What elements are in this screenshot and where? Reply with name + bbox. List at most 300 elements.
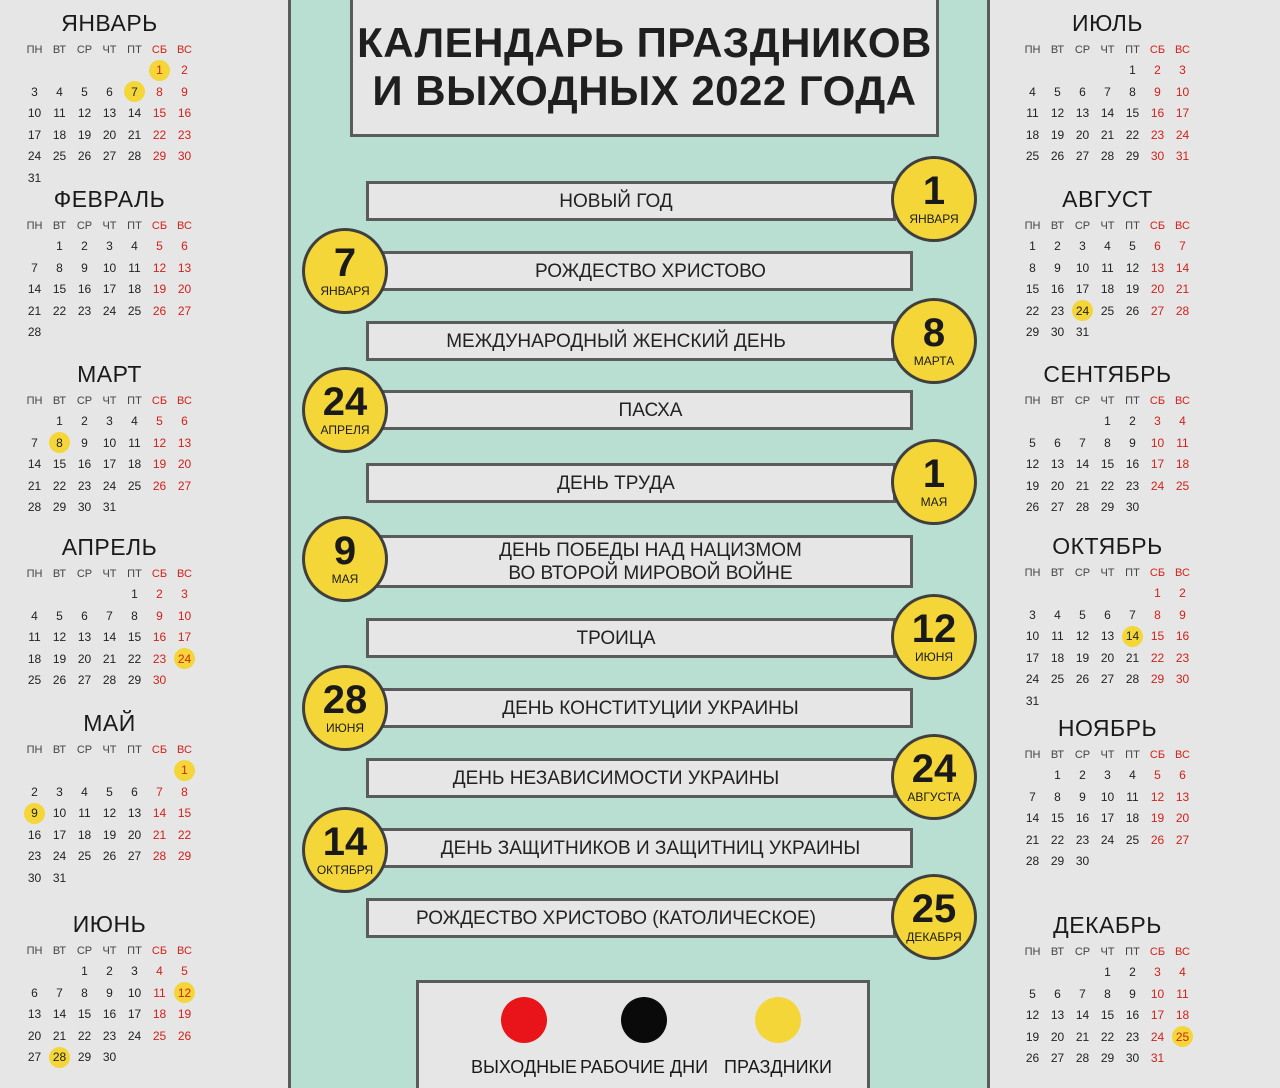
calendar-day: 30 (102, 1050, 117, 1065)
weekday-header: СР (76, 568, 93, 580)
weekday-header: СБ (1149, 220, 1166, 232)
calendar-day: 20 (1100, 650, 1115, 665)
holiday-month: ЯНВАРЯ (909, 212, 959, 226)
weekday-header: ВТ (52, 44, 67, 56)
calendar-day: 7 (1029, 789, 1036, 804)
holiday-month: ИЮНЯ (914, 650, 954, 664)
holiday-bar (366, 898, 896, 938)
weekday-header: ВТ (1050, 44, 1065, 56)
calendar-day: 20 (102, 127, 117, 142)
calendar-day: 6 (106, 84, 113, 99)
weekday-header: ПН (26, 945, 43, 957)
holiday-bar (358, 390, 913, 430)
calendar-day: 21 (102, 651, 117, 666)
calendar-day: 23 (1050, 303, 1065, 318)
calendar-day: 5 (181, 964, 188, 978)
weekday-header: СБ (151, 945, 168, 957)
holiday-day: 28 (322, 678, 368, 722)
calendar-day: 15 (1100, 1008, 1115, 1023)
calendar-day: 8 (1104, 986, 1111, 1001)
legend-red-dot (501, 997, 547, 1043)
calendar-day: 26 (152, 303, 167, 318)
calendar-day: 29 (177, 849, 192, 864)
calendar-day: 7 (31, 260, 38, 275)
calendar-day: 3 (1079, 239, 1086, 253)
calendar-day: 11 (1126, 789, 1139, 804)
calendar-day: 5 (1154, 768, 1161, 782)
calendar-day: 16 (1075, 811, 1090, 826)
calendar-day: 10 (1100, 789, 1115, 804)
weekday-header: ВТ (1050, 395, 1065, 407)
calendar-day: 17 (177, 630, 192, 645)
calendar-day: 14 (152, 806, 167, 821)
weekday-header: ПН (1024, 567, 1041, 579)
calendar-day: 9 (1079, 789, 1086, 804)
calendar-day: 20 (27, 1028, 42, 1043)
calendar-day: 20 (1175, 811, 1190, 826)
holiday-day: 7 (333, 241, 357, 285)
calendar-day: 19 (102, 827, 117, 842)
weekday-header: ПТ (1125, 567, 1140, 579)
calendar-day: 8 (47, 436, 72, 450)
calendar-day: 9 (1179, 607, 1186, 622)
calendar-day: 27 (102, 149, 117, 164)
holiday-bar (358, 251, 913, 291)
calendar-day: 30 (77, 500, 92, 515)
calendar-day: 2 (1154, 63, 1161, 77)
weekday-header: ВТ (52, 395, 67, 407)
calendar-day: 1 (131, 587, 138, 601)
month-calendar (1020, 186, 1195, 340)
holiday-bar (366, 181, 896, 221)
calendar-day: 30 (1075, 854, 1090, 869)
calendar-day: 30 (27, 871, 42, 885)
weekday-header: СБ (1149, 395, 1166, 407)
weekday-header: ВС (177, 744, 192, 756)
calendar-day: 12 (1050, 106, 1065, 121)
calendar-day: 3 (106, 414, 113, 428)
legend-yellow-dot (755, 997, 801, 1043)
calendar-day: 27 (27, 1050, 42, 1065)
calendar-day: 22 (1125, 127, 1140, 142)
calendar-day: 23 (177, 127, 192, 142)
calendar-day: 14 (27, 282, 42, 297)
month-name: ОКТЯБРЬ (1052, 533, 1163, 559)
weekday-header: ПТ (1125, 44, 1140, 56)
month-calendar (1020, 912, 1195, 1066)
calendar-day: 12 (102, 806, 117, 821)
weekday-header: ВТ (1050, 946, 1065, 958)
calendar-day: 8 (1029, 260, 1036, 275)
calendar-day: 28 (127, 149, 142, 164)
calendar-day: 9 (1054, 260, 1061, 275)
calendar-day: 18 (1050, 650, 1065, 665)
holiday-name: ДЕНЬ НЕЗАВИСИМОСТИ УКРАИНЫ (452, 767, 780, 789)
calendar-day: 14 (1075, 457, 1090, 472)
calendar-day: 5 (156, 239, 163, 253)
legend (416, 980, 870, 1088)
calendar-day: 28 (1125, 672, 1140, 687)
weekday-header: СБ (1149, 946, 1166, 958)
calendar-day: 28 (47, 1050, 72, 1064)
calendar-day: 28 (1025, 854, 1040, 869)
calendar-day: 21 (1025, 832, 1040, 847)
calendar-day: 18 (52, 127, 67, 142)
calendar-day: 13 (177, 435, 192, 450)
calendar-day: 22 (52, 478, 67, 493)
calendar-day: 9 (81, 260, 88, 275)
calendar-day: 2 (181, 63, 188, 77)
calendar-day: 7 (122, 85, 147, 99)
calendar-day: 9 (81, 435, 88, 450)
calendar-day: 20 (1050, 478, 1065, 493)
calendar-day: 13 (1100, 629, 1115, 644)
calendar-day: 9 (1129, 986, 1136, 1001)
month-calendar (22, 710, 197, 885)
calendar-day: 12 (1150, 789, 1165, 804)
month-calendar (22, 10, 197, 185)
calendar-day: 17 (127, 1007, 142, 1022)
calendar-day: 30 (1125, 500, 1140, 515)
month-calendar (22, 186, 197, 340)
calendar-day: 30 (1150, 149, 1165, 164)
calendar-day: 1 (1129, 63, 1136, 77)
calendar-day: 18 (77, 827, 92, 842)
calendar-day: 28 (1075, 1051, 1090, 1066)
title-line-2: И ВЫХОДНЫХ 2022 ГОДА (372, 67, 917, 114)
calendar-day: 11 (1026, 106, 1039, 121)
calendar-day: 8 (156, 84, 163, 99)
weekday-header: ПТ (1125, 749, 1140, 761)
calendar-day: 29 (1100, 1051, 1115, 1066)
calendar-day: 3 (56, 784, 63, 799)
calendar-day: 10 (102, 435, 117, 450)
weekday-header: СБ (151, 395, 168, 407)
calendar-day: 16 (77, 282, 92, 297)
weekday-header: ВТ (52, 744, 67, 756)
calendar-day: 25 (27, 673, 42, 688)
weekday-header: ВС (1175, 946, 1190, 958)
calendar-day: 11 (1176, 986, 1189, 1001)
calendar-day: 26 (1125, 303, 1140, 318)
calendar-day: 9 (1129, 435, 1136, 450)
calendar-day: 26 (1075, 672, 1090, 687)
calendar-day: 23 (27, 849, 42, 864)
calendar-day: 22 (127, 651, 142, 666)
weekday-header: ПН (1024, 749, 1041, 761)
weekday-header: ЧТ (1100, 44, 1115, 56)
calendar-day: 14 (1075, 1008, 1090, 1023)
calendar-day: 20 (177, 282, 192, 297)
calendar-day: 4 (131, 239, 138, 253)
holiday-date-badge (891, 734, 977, 820)
calendar-day: 26 (1050, 149, 1065, 164)
calendar-day: 25 (1170, 1030, 1195, 1044)
month-calendar (22, 911, 197, 1065)
weekday-header: СБ (151, 220, 168, 232)
calendar-day: 25 (127, 478, 142, 493)
calendar-day: 17 (1150, 1008, 1165, 1023)
weekday-header: СР (1074, 946, 1091, 958)
legend-label: РАБОЧИЕ ДНИ (579, 1057, 709, 1077)
weekday-header: ЧТ (1100, 749, 1115, 761)
month-name: АПРЕЛЬ (61, 534, 158, 560)
calendar-day: 3 (1179, 63, 1186, 77)
calendar-day: 1 (1029, 239, 1036, 253)
holiday-day: 1 (922, 452, 946, 496)
weekday-header: ВТ (1050, 749, 1065, 761)
calendar-day: 27 (1050, 1051, 1065, 1066)
calendar-day: 11 (1101, 260, 1114, 275)
calendar-day: 17 (102, 457, 117, 472)
calendar-day: 22 (1100, 478, 1115, 493)
calendar-day: 10 (1025, 629, 1040, 644)
weekday-header: ЧТ (1100, 220, 1115, 232)
calendar-day: 6 (131, 784, 138, 799)
weekday-header: ПН (26, 744, 43, 756)
calendar-day: 24 (1150, 1029, 1165, 1044)
calendar-day: 25 (1125, 832, 1140, 847)
calendar-day: 15 (1100, 457, 1115, 472)
calendar-day: 27 (1175, 832, 1190, 847)
holiday-date-badge (891, 298, 977, 384)
calendar-day: 13 (1050, 1008, 1065, 1023)
weekday-header: ВС (177, 44, 192, 56)
legend-black-dot (621, 997, 667, 1043)
calendar-day: 16 (152, 630, 167, 645)
calendar-day: 5 (1079, 607, 1086, 622)
weekday-header: ВТ (1050, 567, 1065, 579)
calendar-day: 23 (1125, 1029, 1140, 1044)
calendar-day: 29 (1125, 149, 1140, 164)
weekday-header: СБ (151, 568, 168, 580)
calendar-day: 18 (1025, 127, 1040, 142)
calendar-day: 14 (1025, 811, 1040, 826)
calendar-day: 27 (1050, 500, 1065, 515)
weekday-header: СБ (1149, 567, 1166, 579)
calendar-day: 29 (1050, 854, 1065, 869)
calendar-day: 10 (52, 806, 67, 821)
calendar-day: 21 (1125, 650, 1140, 665)
calendar-day: 19 (1125, 282, 1140, 297)
calendar-day: 19 (52, 651, 67, 666)
calendar-day: 17 (1075, 282, 1090, 297)
weekday-header: СБ (1149, 749, 1166, 761)
calendar-day: 13 (1075, 106, 1090, 121)
calendar-day: 25 (1100, 303, 1115, 318)
weekday-header: СР (76, 945, 93, 957)
calendar-day: 10 (1075, 260, 1090, 275)
calendar-day: 4 (1104, 239, 1111, 253)
legend-item-workdays (569, 997, 719, 1078)
holiday-bar (366, 321, 896, 361)
weekday-header: ПТ (127, 44, 142, 56)
calendar-day: 19 (1050, 127, 1065, 142)
calendar-day: 12 (152, 435, 167, 450)
calendar-day: 30 (1125, 1051, 1140, 1066)
calendar-day: 5 (56, 608, 63, 623)
calendar-day: 24 (127, 1028, 142, 1043)
calendar-day: 16 (1050, 282, 1065, 297)
calendar-day: 19 (1025, 478, 1040, 493)
calendar-day: 15 (177, 806, 192, 821)
calendar-day: 19 (152, 457, 167, 472)
calendar-day: 7 (1104, 84, 1111, 99)
calendar-day: 6 (1054, 986, 1061, 1001)
weekday-header: ВС (177, 568, 192, 580)
weekday-header: ПТ (127, 220, 142, 232)
weekday-header: ЧТ (102, 395, 117, 407)
calendar-day: 1 (81, 964, 88, 978)
calendar-day: 31 (1025, 694, 1040, 708)
calendar-day: 18 (1100, 282, 1115, 297)
calendar-day: 15 (52, 457, 67, 472)
holiday-name: РОЖДЕСТВО ХРИСТОВО (535, 260, 766, 282)
calendar-day: 25 (152, 1028, 167, 1043)
holiday-month: ЯНВАРЯ (320, 284, 370, 298)
holiday-date-badge (302, 516, 388, 602)
weekday-header: СБ (151, 44, 168, 56)
calendar-day: 22 (177, 827, 192, 842)
weekday-header: СБ (151, 744, 168, 756)
weekday-header: ПТ (1125, 220, 1140, 232)
holiday-date-badge (302, 367, 388, 453)
calendar-day: 28 (27, 500, 42, 515)
calendar-day: 13 (77, 630, 92, 645)
calendar-day: 29 (52, 500, 67, 515)
weekday-header: ПТ (127, 395, 142, 407)
calendar-day: 28 (102, 673, 117, 688)
calendar-day: 2 (1129, 414, 1136, 428)
calendar-day: 23 (1175, 650, 1190, 665)
calendar-day: 6 (31, 985, 38, 1000)
calendar-day: 4 (1179, 414, 1186, 428)
holiday-month: АВГУСТА (907, 790, 961, 804)
calendar-day: 6 (81, 608, 88, 623)
calendar-day: 16 (27, 827, 42, 842)
weekday-header: ПН (1024, 946, 1041, 958)
calendar-day: 2 (106, 964, 113, 978)
calendar-day: 5 (1029, 435, 1036, 450)
weekday-header: ВТ (1050, 220, 1065, 232)
calendar-day: 11 (1176, 435, 1189, 450)
calendar-day: 13 (127, 806, 142, 821)
month-calendar (1020, 715, 1195, 869)
calendar-day: 17 (102, 282, 117, 297)
calendar-day: 24 (1100, 832, 1115, 847)
calendar-day: 19 (77, 127, 92, 142)
calendar-day: 7 (1079, 986, 1086, 1001)
calendar-day: 28 (27, 325, 42, 340)
weekday-header: СР (1074, 220, 1091, 232)
month-name: СЕНТЯБРЬ (1043, 361, 1172, 387)
holiday-month: МАРТА (913, 354, 955, 368)
holiday-name: НОВЫЙ ГОД (559, 190, 673, 212)
calendar-day: 16 (77, 457, 92, 472)
calendar-day: 14 (1175, 260, 1190, 275)
calendar-day: 2 (1129, 965, 1136, 979)
weekday-header: СР (1074, 749, 1091, 761)
weekday-header: ВС (177, 220, 192, 232)
calendar-day: 12 (172, 986, 197, 1000)
calendar-day: 6 (1079, 84, 1086, 99)
calendar-day: 2 (1079, 768, 1086, 782)
month-name: ИЮНЬ (72, 911, 147, 937)
weekday-header: ПН (1024, 220, 1041, 232)
calendar-day: 2 (1179, 586, 1186, 600)
calendar-day: 24 (172, 652, 197, 666)
calendar-day: 26 (77, 149, 92, 164)
weekday-header: ВС (1175, 749, 1190, 761)
calendar-day: 8 (131, 608, 138, 623)
calendar-day: 31 (27, 171, 42, 185)
calendar-day: 2 (1054, 239, 1061, 253)
calendar-day: 12 (1025, 1008, 1040, 1023)
calendar-day: 29 (1150, 672, 1165, 687)
weekday-header: СР (76, 744, 93, 756)
month-name: АВГУСТ (1062, 186, 1153, 212)
calendar-day: 1 (1154, 586, 1161, 600)
calendar-day: 31 (1175, 149, 1190, 164)
calendar-day: 14 (27, 457, 42, 472)
weekday-header: ЧТ (102, 744, 117, 756)
weekday-header: ВС (1175, 220, 1190, 232)
month-name: ДЕКАБРЬ (1053, 912, 1162, 938)
calendar-day: 25 (1050, 672, 1065, 687)
calendar-day: 17 (1175, 106, 1190, 121)
calendar-day: 17 (1025, 650, 1040, 665)
calendar-day: 4 (131, 414, 138, 428)
weekday-header: СР (1074, 44, 1091, 56)
weekday-header: ВС (1175, 567, 1190, 579)
calendar-day: 27 (1100, 672, 1115, 687)
calendar-day: 24 (27, 149, 42, 164)
calendar-day: 19 (152, 282, 167, 297)
weekday-header: ПТ (1125, 395, 1140, 407)
calendar-day: 23 (77, 478, 92, 493)
calendar-day: 27 (77, 673, 92, 688)
calendar-day: 25 (127, 303, 142, 318)
calendar-day: 10 (1150, 435, 1165, 450)
calendar-day: 15 (127, 630, 142, 645)
calendar-day: 26 (52, 673, 67, 688)
calendar-day: 11 (78, 806, 91, 821)
calendar-day: 11 (153, 985, 166, 1000)
calendar-day: 28 (1100, 149, 1115, 164)
holiday-name-line-2: ВО ВТОРОЙ МИРОВОЙ ВОЙНЕ (508, 562, 793, 584)
weekday-header: ВТ (52, 568, 67, 580)
weekday-header: ПТ (127, 744, 142, 756)
calendar-day: 26 (1025, 1051, 1040, 1066)
calendar-day: 5 (81, 84, 88, 99)
calendar-day: 3 (1154, 965, 1161, 979)
weekday-header: ПН (1024, 44, 1041, 56)
calendar-day: 31 (1150, 1051, 1165, 1066)
calendar-day: 10 (127, 985, 142, 1000)
holiday-date-badge (891, 594, 977, 680)
calendar-day: 4 (1129, 768, 1136, 782)
calendar-day: 21 (1075, 478, 1090, 493)
calendar-day: 2 (156, 587, 163, 601)
calendar-day: 28 (152, 849, 167, 864)
holiday-bar (366, 618, 896, 658)
calendar-day: 13 (1150, 260, 1165, 275)
calendar-day: 8 (1129, 84, 1136, 99)
calendar-day: 9 (181, 84, 188, 99)
calendar-day: 7 (56, 985, 63, 1000)
holiday-name: ДЕНЬ ЗАЩИТНИКОВ И ЗАЩИТНИЦ УКРАИНЫ (440, 837, 861, 859)
holiday-name: ДЕНЬ КОНСТИТУЦИИ УКРАИНЫ (502, 697, 799, 719)
